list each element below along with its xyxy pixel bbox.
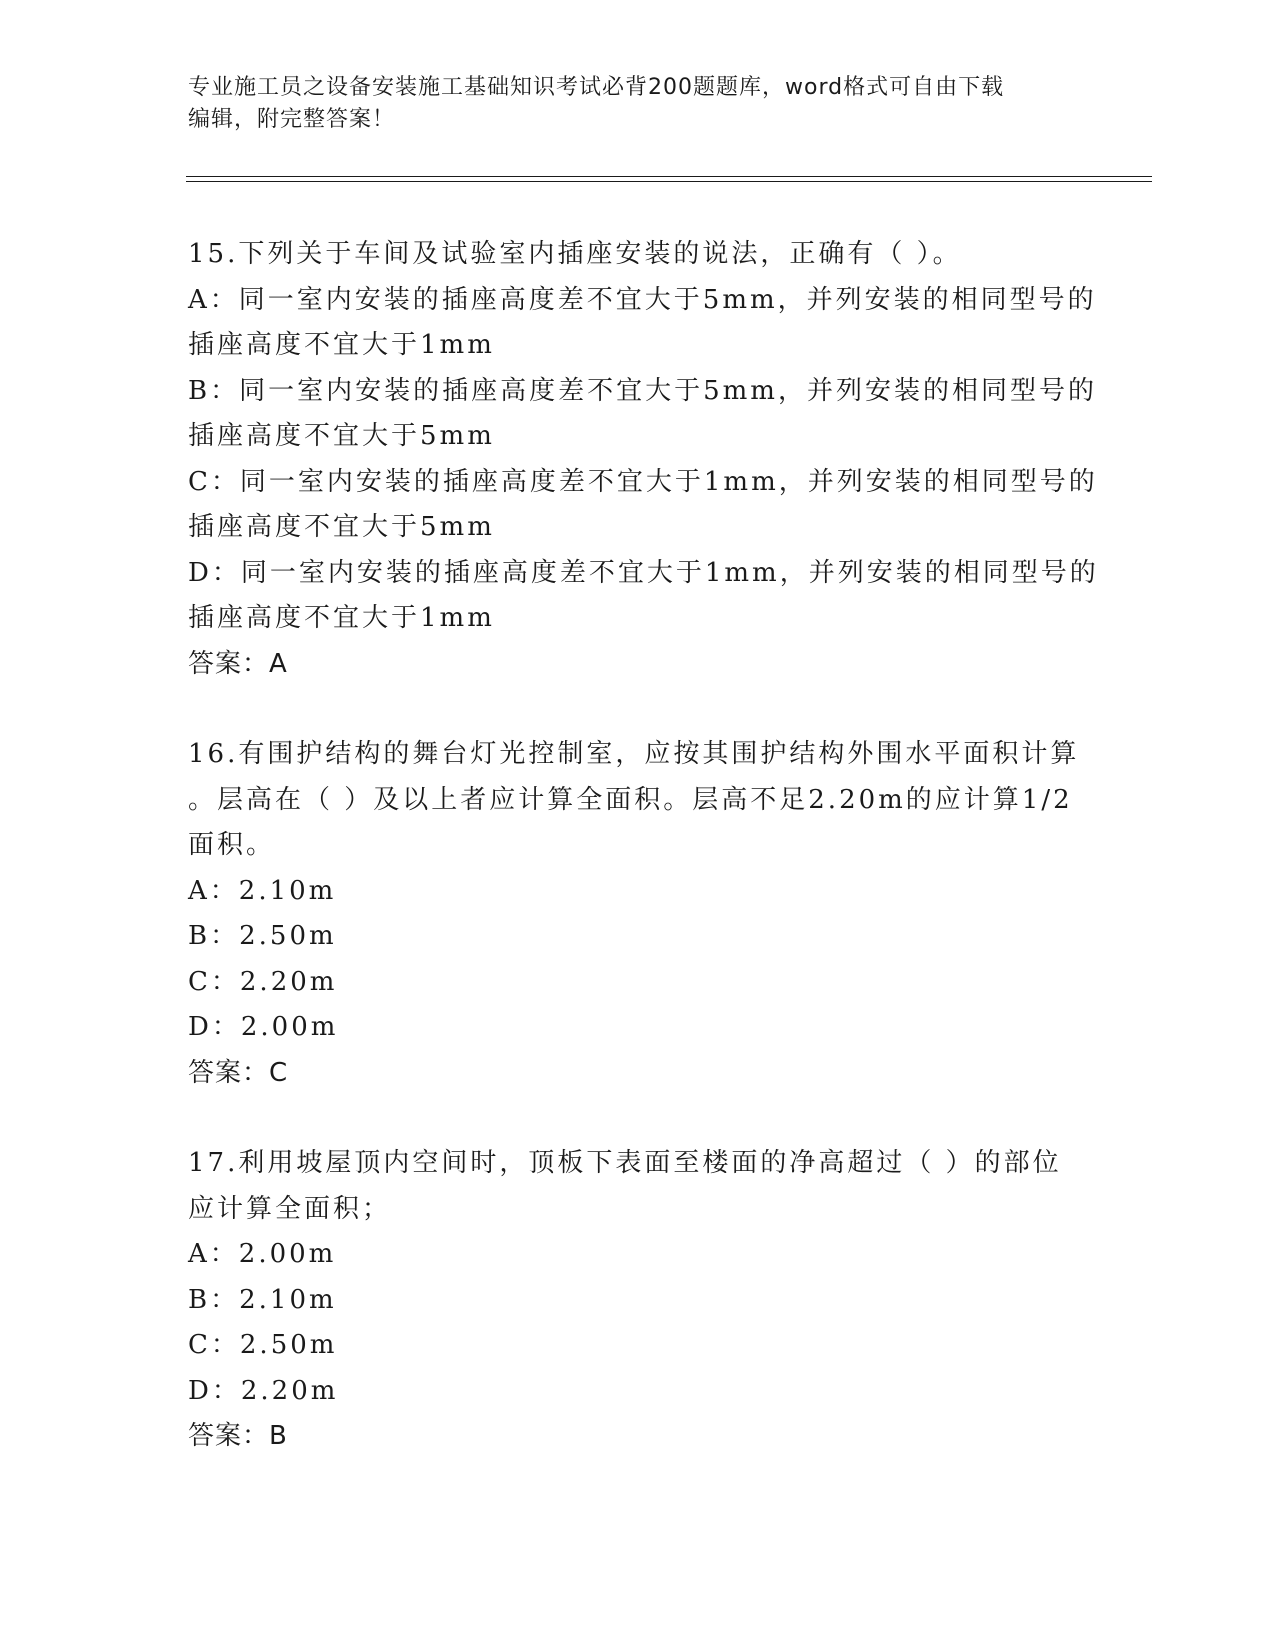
document-header	[188, 72, 1068, 136]
option-d: D：2.20m	[188, 1375, 339, 1406]
option-b: B：2.10m	[188, 1284, 337, 1315]
question-stem: 17.利用坡屋顶内空间时，顶板下表面至楼面的净高超过（ ）的部位	[188, 1148, 1062, 1178]
header-line-1: 专业施工员之设备安装施工基础知识考试必背200题题库，word格式可自由下载	[188, 75, 1005, 100]
question-15	[188, 232, 1099, 687]
option-b-continued: 插座高度不宜大于5mm	[188, 421, 495, 451]
question-list	[188, 232, 1099, 1460]
question-16	[188, 732, 1088, 1096]
option-c-continued: 插座高度不宜大于5mm	[188, 512, 495, 542]
option-c: C：2.50m	[188, 1330, 338, 1360]
option-a: A：2.10m	[188, 875, 337, 906]
question-stem-continued: 。层高在（ ）及以上者应计算全面积。层高不足2.20m的应计算1/2	[188, 784, 1073, 815]
option-b: B：2.50m	[188, 921, 337, 951]
question-17	[188, 1141, 1088, 1460]
question-spacer	[188, 687, 1088, 732]
question-stem-continued: 应计算全面积；	[188, 1193, 392, 1224]
option-b: B：同一室内安装的插座高度差不宜大于5mm，并列安装的相同型号的	[188, 375, 1097, 406]
question-stem-continued: 面积。	[188, 830, 276, 860]
question-spacer	[188, 1096, 1088, 1141]
option-a: A：同一室内安装的插座高度差不宜大于5mm，并列安装的相同型号的	[188, 284, 1097, 315]
option-a-continued: 插座高度不宜大于1mm	[188, 330, 495, 360]
answer-label: 答案：B	[188, 1421, 288, 1451]
option-c: C：2.20m	[188, 966, 338, 997]
answer-label: 答案：A	[188, 648, 288, 679]
question-stem: 15.下列关于车间及试验室内插座安装的说法，正确有（ ）。	[188, 239, 962, 269]
option-a: A：2.00m	[188, 1239, 337, 1269]
header-divider-top	[186, 176, 1152, 177]
header-line-2: 编辑，附完整答案！	[188, 107, 396, 132]
option-d-continued: 插座高度不宜大于1mm	[188, 603, 495, 633]
answer-label: 答案：C	[188, 1057, 289, 1088]
question-stem: 16.有围护结构的舞台灯光控制室，应按其围护结构外围水平面积计算	[188, 739, 1080, 769]
option-c: C：同一室内安装的插座高度差不宜大于1mm，并列安装的相同型号的	[188, 466, 1098, 497]
option-d: D：同一室内安装的插座高度差不宜大于1mm，并列安装的相同型号的	[188, 557, 1099, 588]
header-divider-bottom	[186, 181, 1152, 182]
option-d: D：2.00m	[188, 1012, 339, 1042]
